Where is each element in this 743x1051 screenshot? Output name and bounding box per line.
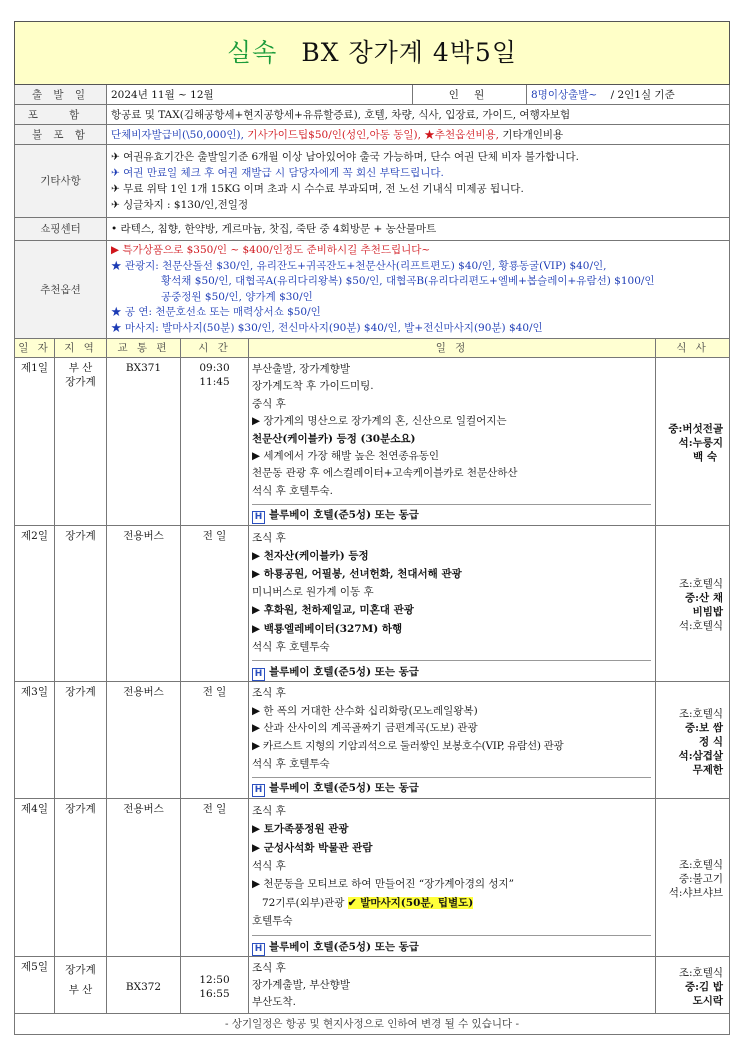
itinerary-line: 석식 후 호텔투숙. xyxy=(252,484,334,497)
day-transport: BX372 xyxy=(107,957,181,1014)
note-line-1: ✈ 여권유효기간은 출발일기준 6개월 이상 남아있어야 출국 가능하며, 단수 여권 단체 비자 불가합니다. xyxy=(111,151,579,163)
day-itinerary xyxy=(249,525,656,682)
day-time: 전 일 xyxy=(181,682,249,799)
itinerary-line: 조식 후 xyxy=(252,804,286,817)
region-line: 부 산 xyxy=(68,362,93,374)
hotel-line xyxy=(252,504,651,524)
time-line: 09:30 xyxy=(199,362,230,374)
itinerary-line: ▶ 천문동을 모티브로 하여 만들어진 “장가계아경의 성지” xyxy=(252,878,514,891)
itinerary-line: 장가계출발, 부산향발 xyxy=(252,979,350,992)
hotel-name: 블루베이 호텔(준5성) 또는 동급 xyxy=(269,940,419,953)
itinerary-line: 석식 후 xyxy=(252,860,286,873)
hotel-line xyxy=(252,660,651,681)
min-people: 8명이상출발~ xyxy=(531,88,598,101)
itinerary-line: 조식 후 xyxy=(252,962,286,975)
exclude-visa: 단체비자발급비(\50,000인), xyxy=(111,128,244,141)
day-region xyxy=(55,358,107,526)
hotel-icon: H xyxy=(252,511,265,524)
itinerary-line: 부산도착. xyxy=(252,996,296,1009)
itinerary-line: 조식 후 xyxy=(252,531,286,544)
meal-line: 중:산 채 xyxy=(685,591,723,604)
itinerary-line: 천문산(케이블카) 등정 (30분소요) xyxy=(252,432,416,445)
options-value xyxy=(107,241,730,339)
info-table xyxy=(14,21,730,339)
itinerary-line xyxy=(252,894,651,912)
exclude-etc: 기타개인비용 xyxy=(502,128,564,141)
itinerary-line: 조식 후 xyxy=(252,687,286,700)
meal-line: 중:보 쌈 xyxy=(685,721,723,734)
people-label: 인 원 xyxy=(413,85,527,105)
day-itinerary xyxy=(249,358,656,526)
itinerary-line: ▶ 토가족풍정원 관광 xyxy=(252,823,349,836)
itinerary-line: ▶ 후화원, 천하제일교, 미혼대 관광 xyxy=(252,604,414,617)
options-show: ★ 공 연: 천문호선쇼 또는 매력상서쇼 $50/인 xyxy=(111,306,321,318)
itinerary-sheet xyxy=(14,21,729,1035)
note-line-4: ✈ 싱글차지 : $130/인,전일정 xyxy=(111,199,249,211)
day-region: 장가계 xyxy=(55,798,107,956)
itinerary-line: ▶ 세계에서 가장 해발 높은 천연종유동인 xyxy=(252,450,440,463)
meal-line: 백 숙 xyxy=(693,450,717,463)
itinerary-line: ▶ 산과 산사이의 계곡골짜기 금편계곡(도보) 관광 xyxy=(252,722,478,735)
itinerary-line: 부산출발, 장가계향발 xyxy=(252,363,350,375)
meal-line: 정 식 xyxy=(699,735,723,748)
schedule-table xyxy=(14,338,730,1035)
day-row-4 xyxy=(15,798,730,956)
meal-line: 중:김 밥 xyxy=(685,980,723,993)
page-title xyxy=(15,22,730,85)
meal-line: 도시락 xyxy=(692,994,723,1007)
itinerary-line: 천문동 관광 후 에스컬레이터+고속케이블카로 천문산하산 xyxy=(252,467,518,480)
day-transport: 전용버스 xyxy=(107,525,181,682)
day-label: 제5일 xyxy=(15,957,55,1014)
header-meal: 식 사 xyxy=(656,339,730,358)
day-label: 제1일 xyxy=(15,358,55,526)
itinerary-line: 호텔투숙 xyxy=(252,915,293,928)
day-transport: BX371 xyxy=(107,358,181,526)
header-transport: 교 통 편 xyxy=(107,339,181,358)
footer-note: - 상기일정은 항공 및 현지사정으로 인하여 변경 될 수 있습니다 - xyxy=(15,1014,730,1035)
shopping-value: • 라텍스, 침향, 한약방, 게르마늄, 찻집, 죽탄 중 4회방문 + 농산물마트 xyxy=(107,218,730,241)
day-region: 장가계 xyxy=(55,525,107,682)
itinerary-line: ▶ 하룡공원, 어필봉, 선녀헌화, 천대서해 관광 xyxy=(252,568,462,581)
hotel-name: 블루베이 호텔(준5성) 또는 동급 xyxy=(269,509,419,522)
day-meal xyxy=(656,525,730,682)
hotel-line xyxy=(252,935,651,956)
notes-value xyxy=(107,145,730,218)
day-time xyxy=(181,358,249,526)
meal-line: 석:샤브샤브 xyxy=(668,886,723,899)
hotel-name: 블루베이 호텔(준5성) 또는 동급 xyxy=(269,666,419,679)
day-meal xyxy=(656,358,730,526)
meal-line: 조:호텔식 xyxy=(678,707,723,720)
include-value: 항공료 및 TAX(김해공항세+현지공항세+유류할증료), 호텔, 차량, 식사, 입장료, 가이드, 여행자보험 xyxy=(107,105,730,125)
region-line: 장가계 xyxy=(65,376,96,388)
day-region xyxy=(55,957,107,1014)
meal-line: 조:호텔식 xyxy=(678,577,723,590)
time-line: 16:55 xyxy=(199,987,230,1000)
region-line: 부 산 xyxy=(68,984,93,997)
room-note: / 2인1실 기준 xyxy=(610,88,675,101)
options-headline: ▶ 특가상품으로 $350/인 ~ $400/인정도 준비하시길 추천드립니다~ xyxy=(111,244,431,256)
day-itinerary xyxy=(249,957,656,1014)
people-value xyxy=(527,85,730,105)
day-label: 제3일 xyxy=(15,682,55,799)
day-label: 제2일 xyxy=(15,525,55,682)
itinerary-line: ▶ 카르스트 지형의 기암괴석으로 둘러쌓인 보봉호수(VIP, 유람선) 관광 xyxy=(252,740,564,753)
itinerary-line: 미니버스로 원가계 이동 후 xyxy=(252,586,374,599)
options-massage: ★ 마사지: 발마사지(50분) $30/인, 전신마사지(90분) $40/인, 발+전신마사지(90분) $40/인 xyxy=(111,321,543,334)
header-time: 시 간 xyxy=(181,339,249,358)
day-transport: 전용버스 xyxy=(107,798,181,956)
hotel-line xyxy=(252,777,651,798)
meal-line: 비빔밥 xyxy=(692,605,723,618)
schedule-header xyxy=(15,339,730,358)
day-row-2 xyxy=(15,525,730,682)
hotel-icon: H xyxy=(252,668,265,681)
header-region: 지 역 xyxy=(55,339,107,358)
day-row-5 xyxy=(15,957,730,1014)
time-line: 12:50 xyxy=(199,973,230,986)
day-itinerary xyxy=(249,682,656,799)
note-line-2: ✈ 여권 만료일 체크 후 여권 재발급 시 담당자에게 꼭 회신 부탁드립니다. xyxy=(111,167,444,179)
exclude-option: ★추천옵션비용, xyxy=(424,128,499,141)
itinerary-line: 장가계도착 후 가이드미팅. xyxy=(252,380,374,393)
title-prefix: 실속 xyxy=(227,38,278,67)
day-time: 전 일 xyxy=(181,525,249,682)
header-day: 일 자 xyxy=(15,339,55,358)
meal-line: 조:호텔식 xyxy=(678,858,723,871)
options-tour-2: 황석채 $50/인, 대협곡A(유리다리왕복) $50/인, 대협곡B(유리다리편도+엘베+봅슬레이+유람선) $100/인 xyxy=(161,275,655,287)
options-label: 추천옵션 xyxy=(15,241,107,339)
shopping-label: 쇼핑센터 xyxy=(15,218,107,241)
meal-line: 무제한 xyxy=(692,763,723,776)
title-main: BX 장가계 4박5일 xyxy=(301,38,517,67)
time-line: 11:45 xyxy=(199,376,230,388)
meal-line: 조:호텔식 xyxy=(678,966,723,979)
meal-line: 석:호텔식 xyxy=(678,619,723,632)
day-region: 장가계 xyxy=(55,682,107,799)
itinerary-line: ▶ 한 폭의 거대한 산수화 십리화랑(모노레일왕복) xyxy=(252,704,478,717)
day-meal xyxy=(656,682,730,799)
hotel-name: 블루베이 호텔(준5성) 또는 동급 xyxy=(269,782,419,795)
exclude-label: 불 포 함 xyxy=(15,125,107,145)
note-line-3: ✈ 무료 위탁 1인 1개 15KG 이며 초과 시 수수료 부과되며, 전 노선 기내식 미제공 됩니다. xyxy=(111,183,524,195)
hotel-icon: H xyxy=(252,784,265,797)
day-time: 전 일 xyxy=(181,798,249,956)
departure-label: 출 발 일 xyxy=(15,85,107,105)
day-transport: 전용버스 xyxy=(107,682,181,799)
itinerary-text: 72기루(외부)관광 xyxy=(262,896,345,909)
itinerary-line: 중식 후 xyxy=(252,397,286,410)
itinerary-line: ▶ 백룡엘레베이터(327M) 하행 xyxy=(252,622,403,635)
exclude-value xyxy=(107,125,730,145)
meal-line: 석:삼겹살 xyxy=(678,749,723,762)
itinerary-line: 석식 후 호텔투숙 xyxy=(252,640,330,653)
departure-value: 2024년 11월 ~ 12월 xyxy=(107,85,413,105)
meal-line: 중:버섯전골 xyxy=(668,422,723,435)
itinerary-line: ▶ 천자산(케이블카) 등정 xyxy=(252,549,369,562)
day-row-1 xyxy=(15,358,730,526)
header-itinerary: 일 정 xyxy=(249,339,656,358)
day-time xyxy=(181,957,249,1014)
day-itinerary xyxy=(249,798,656,956)
day-row-3 xyxy=(15,682,730,799)
include-label: 포 함 xyxy=(15,105,107,125)
itinerary-line: 석식 후 호텔투숙 xyxy=(252,757,330,770)
options-tour-3: 공중정원 $50/인, 양가계 $30/인 xyxy=(161,290,313,303)
options-tour-1: ★ 관광지: 천문산돌선 $30/인, 유리잔도+귀곡잔도+천문산사(리프트편도) $40/인, 황룡동굴(VIP) $40/인, xyxy=(111,259,607,272)
meal-line: 석:누룽지 xyxy=(678,436,723,449)
itinerary-line: ▶ 장가계의 명산으로 장가계의 혼, 신산으로 일컬어지는 xyxy=(252,415,507,428)
exclude-tip: 기사가이드팁$50/인(성인,아동 동일), xyxy=(247,128,421,141)
hotel-icon: H xyxy=(252,943,265,956)
notes-label: 기타사항 xyxy=(15,145,107,218)
day-label: 제4일 xyxy=(15,798,55,956)
itinerary-line: ▶ 군성사석화 박물관 관람 xyxy=(252,841,373,854)
massage-highlight: ✔ 발마사지(50분, 팁별도) xyxy=(347,896,474,909)
meal-line: 중:불고기 xyxy=(678,872,723,885)
region-line: 장가계 xyxy=(65,964,96,977)
day-meal xyxy=(656,957,730,1014)
day-meal xyxy=(656,798,730,956)
